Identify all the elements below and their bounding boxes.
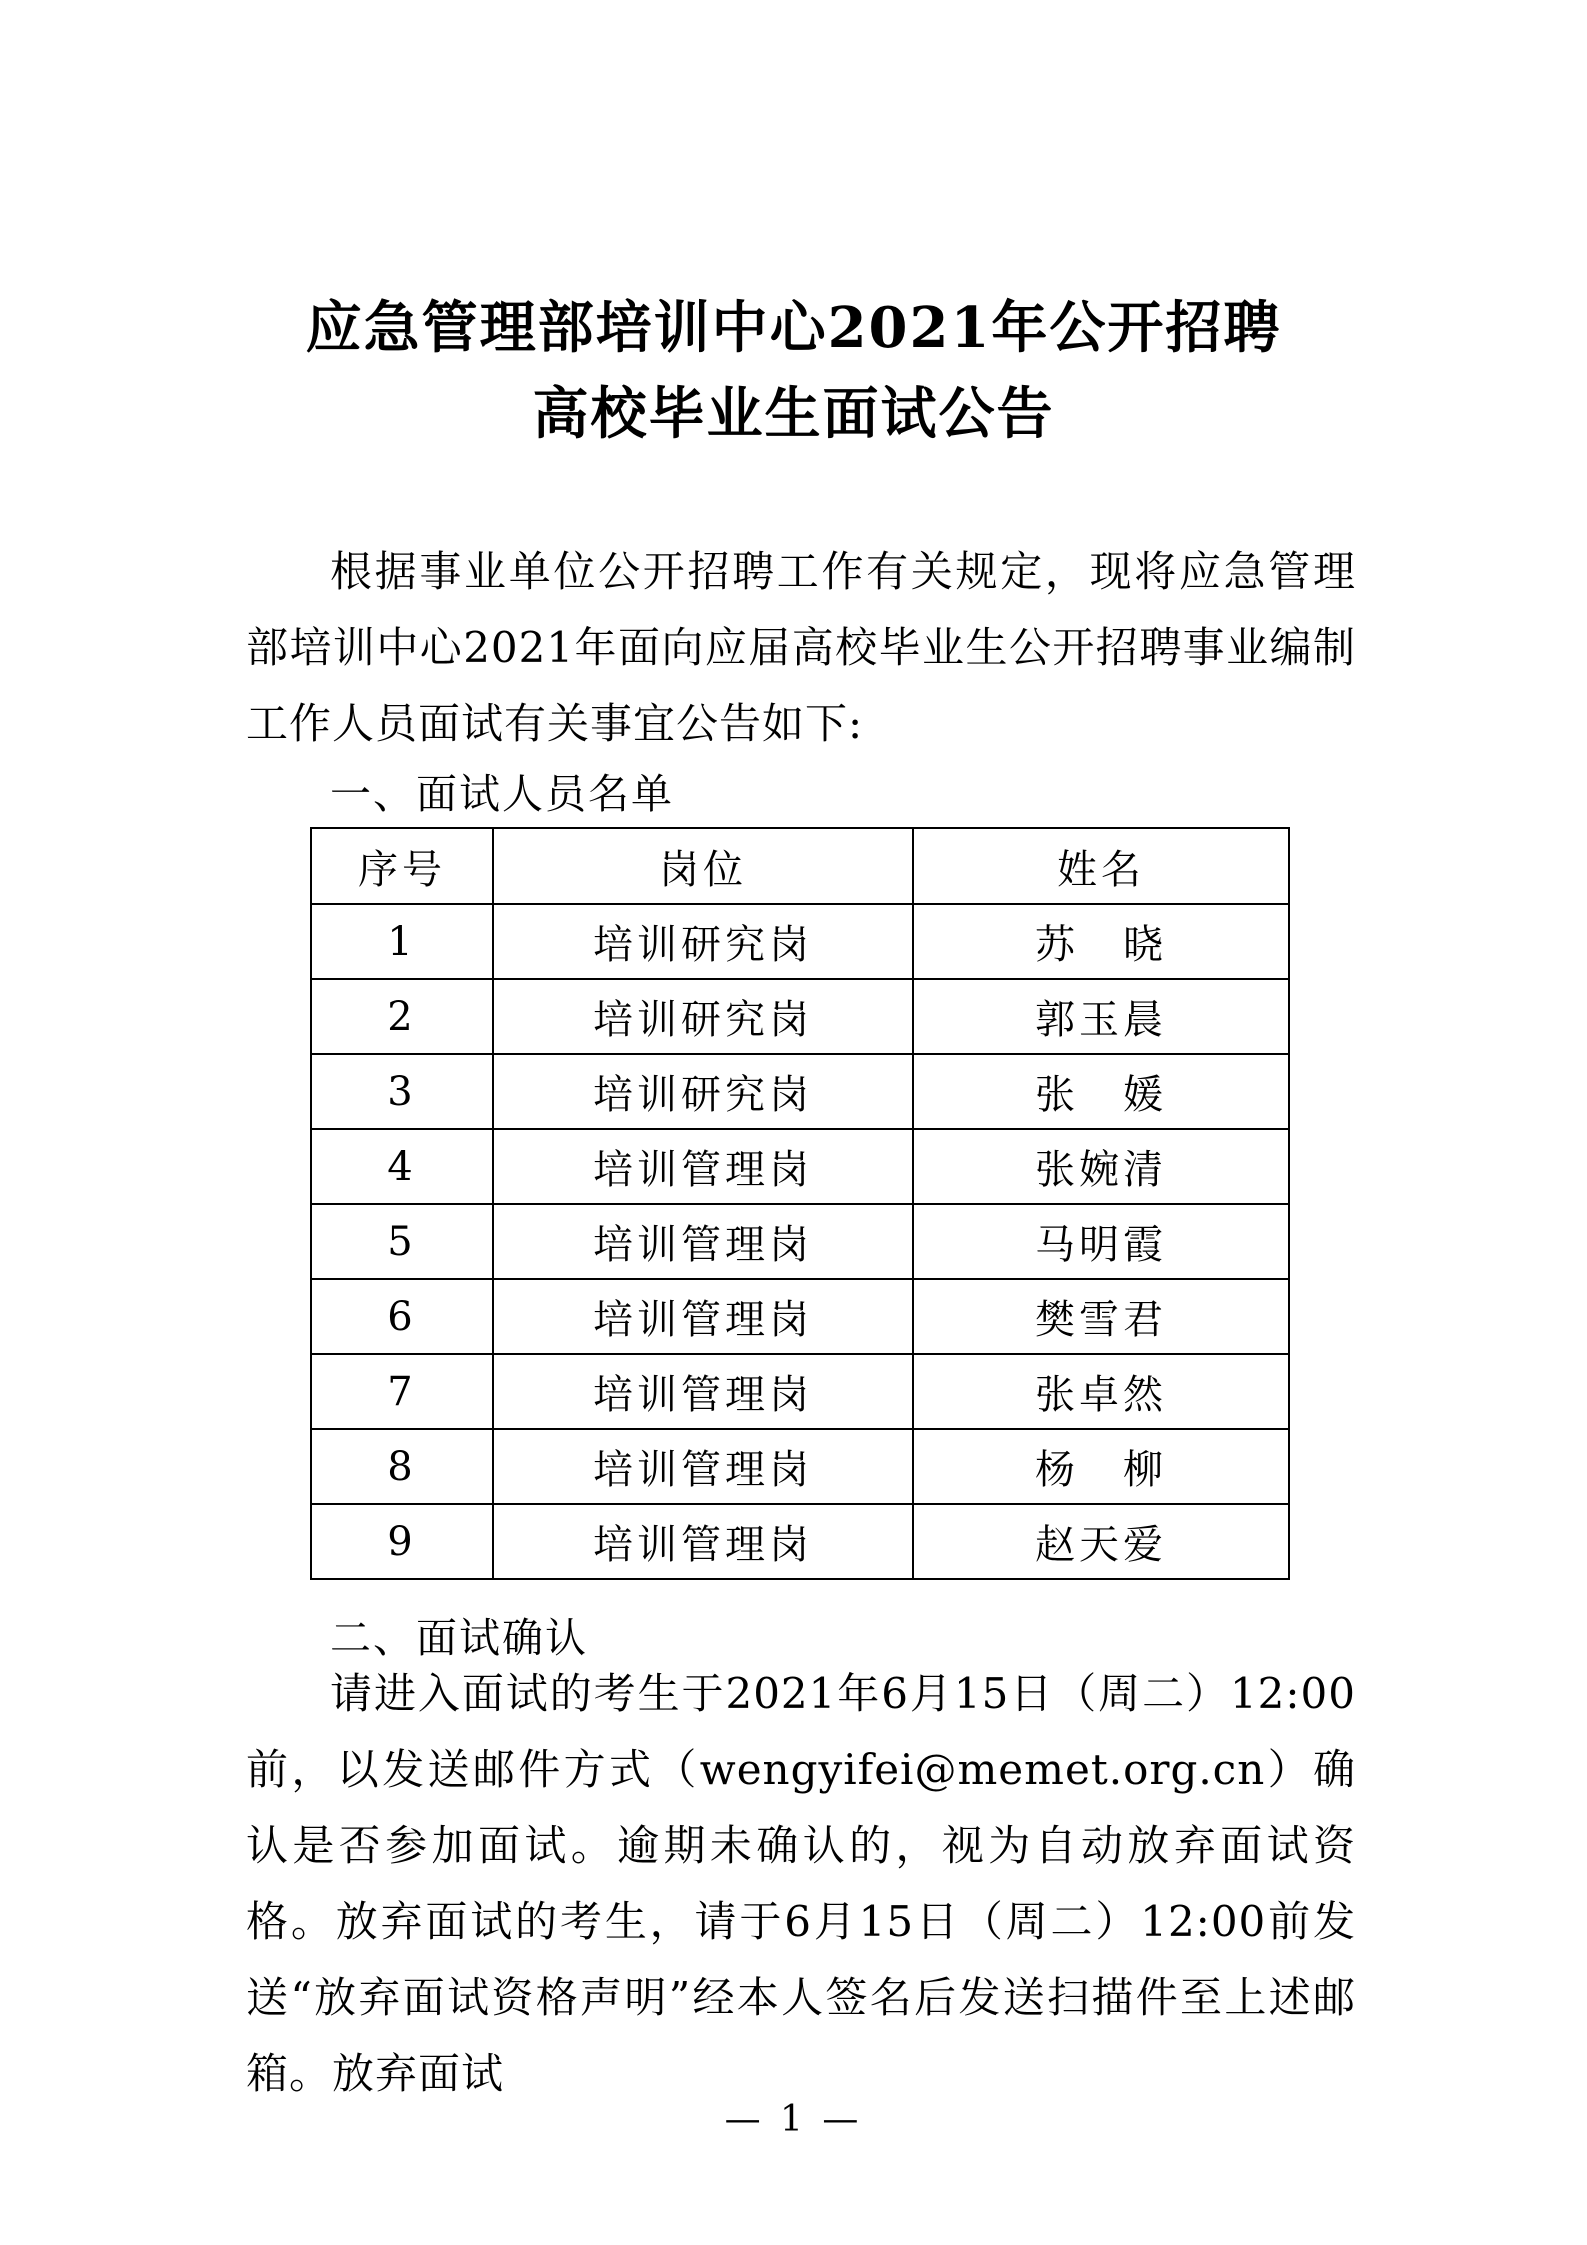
row-name: 马明霞: [913, 1204, 1289, 1279]
row-position: 培训管理岗: [493, 1504, 913, 1579]
table-row: [311, 1279, 1289, 1354]
table-row: [311, 1204, 1289, 1279]
row-number: 9: [311, 1504, 493, 1579]
row-number: 6: [311, 1279, 493, 1354]
document-title-line-2: 高校毕业生面试公告: [532, 381, 1055, 447]
table-row: [311, 979, 1289, 1054]
row-number: 3: [311, 1054, 493, 1129]
interviewee-table: [310, 827, 1290, 1580]
intro-paragraph: 根据事业单位公开招聘工作有关规定，现将应急管理部培训中心2021年面向应届高校毕业生公开招聘事业编制工作人员面试有关事宜公告如下:: [246, 547, 1356, 748]
row-position: 培训管理岗: [493, 1279, 913, 1354]
row-position: 培训管理岗: [493, 1204, 913, 1279]
table-row: [311, 904, 1289, 979]
row-number: 7: [311, 1354, 493, 1429]
row-name: 张卓然: [913, 1354, 1289, 1429]
row-position: 培训管理岗: [493, 1129, 913, 1204]
document-title-line-1: 应急管理部培训中心2021年公开招聘: [305, 295, 1282, 361]
table-row: [311, 1354, 1289, 1429]
page-number: — 1 —: [724, 2099, 863, 2140]
table-row: [311, 1129, 1289, 1204]
row-name: 赵天爱: [913, 1504, 1289, 1579]
row-number: 4: [311, 1129, 493, 1204]
row-number: 8: [311, 1429, 493, 1504]
row-name: 杨 柳: [913, 1429, 1289, 1504]
row-name: 张 媛: [913, 1054, 1289, 1129]
table-row: [311, 1054, 1289, 1129]
row-number: 1: [311, 904, 493, 979]
row-number: 5: [311, 1204, 493, 1279]
row-name: 苏 晓: [913, 904, 1289, 979]
section-heading-interview-confirmation: 二、面试确认: [330, 1614, 588, 1662]
row-name: 张婉清: [913, 1129, 1289, 1204]
table-header-row: [311, 828, 1289, 904]
row-name: 郭玉晨: [913, 979, 1289, 1054]
row-position: 培训管理岗: [493, 1429, 913, 1504]
table-row: [311, 1504, 1289, 1579]
column-header-number: 序号: [311, 828, 493, 904]
row-name: 樊雪君: [913, 1279, 1289, 1354]
row-number: 2: [311, 979, 493, 1054]
row-position: 培训管理岗: [493, 1354, 913, 1429]
section-heading-interviewee-list: 一、面试人员名单: [330, 770, 674, 818]
column-header-name: 姓名: [913, 828, 1289, 904]
row-position: 培训研究岗: [493, 904, 913, 979]
column-header-position: 岗位: [493, 828, 913, 904]
row-position: 培训研究岗: [493, 1054, 913, 1129]
row-position: 培训研究岗: [493, 979, 913, 1054]
table-row: [311, 1429, 1289, 1504]
confirmation-paragraph: 请进入面试的考生于2021年6月15日（周二）12:00前，以发送邮件方式（wengyifei@memet.org.cn）确认是否参加面试。逾期未确认的，视为自动放弃面试资格。放弃面试的考生，请于6月15日（周二）12:00前发送“放弃面试资格声明”经本人签名后发送扫描件至上述邮箱。放弃面试: [246, 1669, 1356, 2098]
